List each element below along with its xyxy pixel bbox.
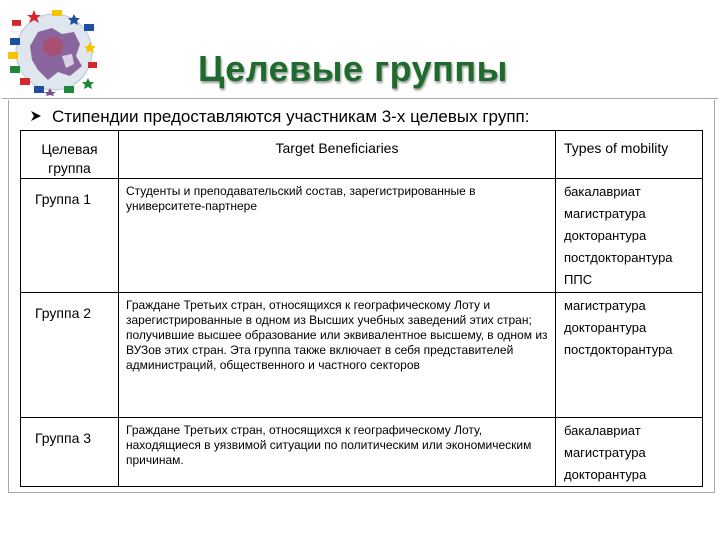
group-name-cell: Группа 1 — [21, 179, 119, 293]
mobility-item: ППС — [564, 272, 593, 287]
mobility-item: докторантура — [564, 320, 647, 335]
beneficiaries-cell: Граждане Третьих стран, относящихся к географическому Лоту и зарегистрированные в одном из Высших учебных заведений этих стран; получившие высшее образование или эквивалентное высшему, в одном из ВУЗов этих стран. Эта группа также включает в себя представителей администраций, общественного и частного секторов — [119, 293, 556, 418]
mobility-item: постдокторантура — [564, 250, 673, 265]
group-name-cell: Группа 3 — [21, 418, 119, 487]
table-row — [21, 418, 703, 487]
beneficiaries-cell: Студенты и преподавательский состав, зарегистрированные в университете-партнере — [119, 179, 556, 293]
header-target-beneficiaries: Target Beneficiaries — [119, 131, 556, 179]
table-row — [21, 179, 703, 293]
slide-title: Целевые группы — [198, 48, 508, 89]
mobility-cell — [556, 179, 703, 293]
target-groups-table — [20, 130, 703, 487]
mobility-item: бакалавриат — [564, 184, 641, 199]
europe-globe-logo — [4, 6, 100, 96]
mobility-item: докторантура — [564, 467, 647, 482]
mobility-cell — [556, 418, 703, 487]
group-name-cell: Группа 2 — [21, 293, 119, 418]
mobility-item: магистратура — [564, 206, 646, 221]
mobility-item: магистратура — [564, 445, 646, 460]
header-target-group: Целевая группа — [21, 131, 119, 179]
mobility-item: бакалавриат — [564, 423, 641, 438]
mobility-cell — [556, 293, 703, 418]
beneficiaries-cell: Граждане Третьих стран, относящихся к географическому Лоту, находящиеся в уязвимой ситуации по политическим или экономическим причинам. — [119, 418, 556, 487]
intro-bullet-text: Стипендии предоставляются участникам 3-х целевых групп: — [52, 107, 530, 126]
mobility-item: магистратура — [564, 298, 646, 313]
intro-bullet — [30, 107, 529, 127]
arrow-bullet-icon — [30, 107, 44, 127]
mobility-item: постдокторантура — [564, 342, 673, 357]
header-types-of-mobility: Types of mobility — [556, 131, 703, 179]
table-row — [21, 293, 703, 418]
table-header-row — [21, 131, 703, 179]
title-divider — [2, 98, 718, 99]
mobility-item: докторантура — [564, 228, 647, 243]
